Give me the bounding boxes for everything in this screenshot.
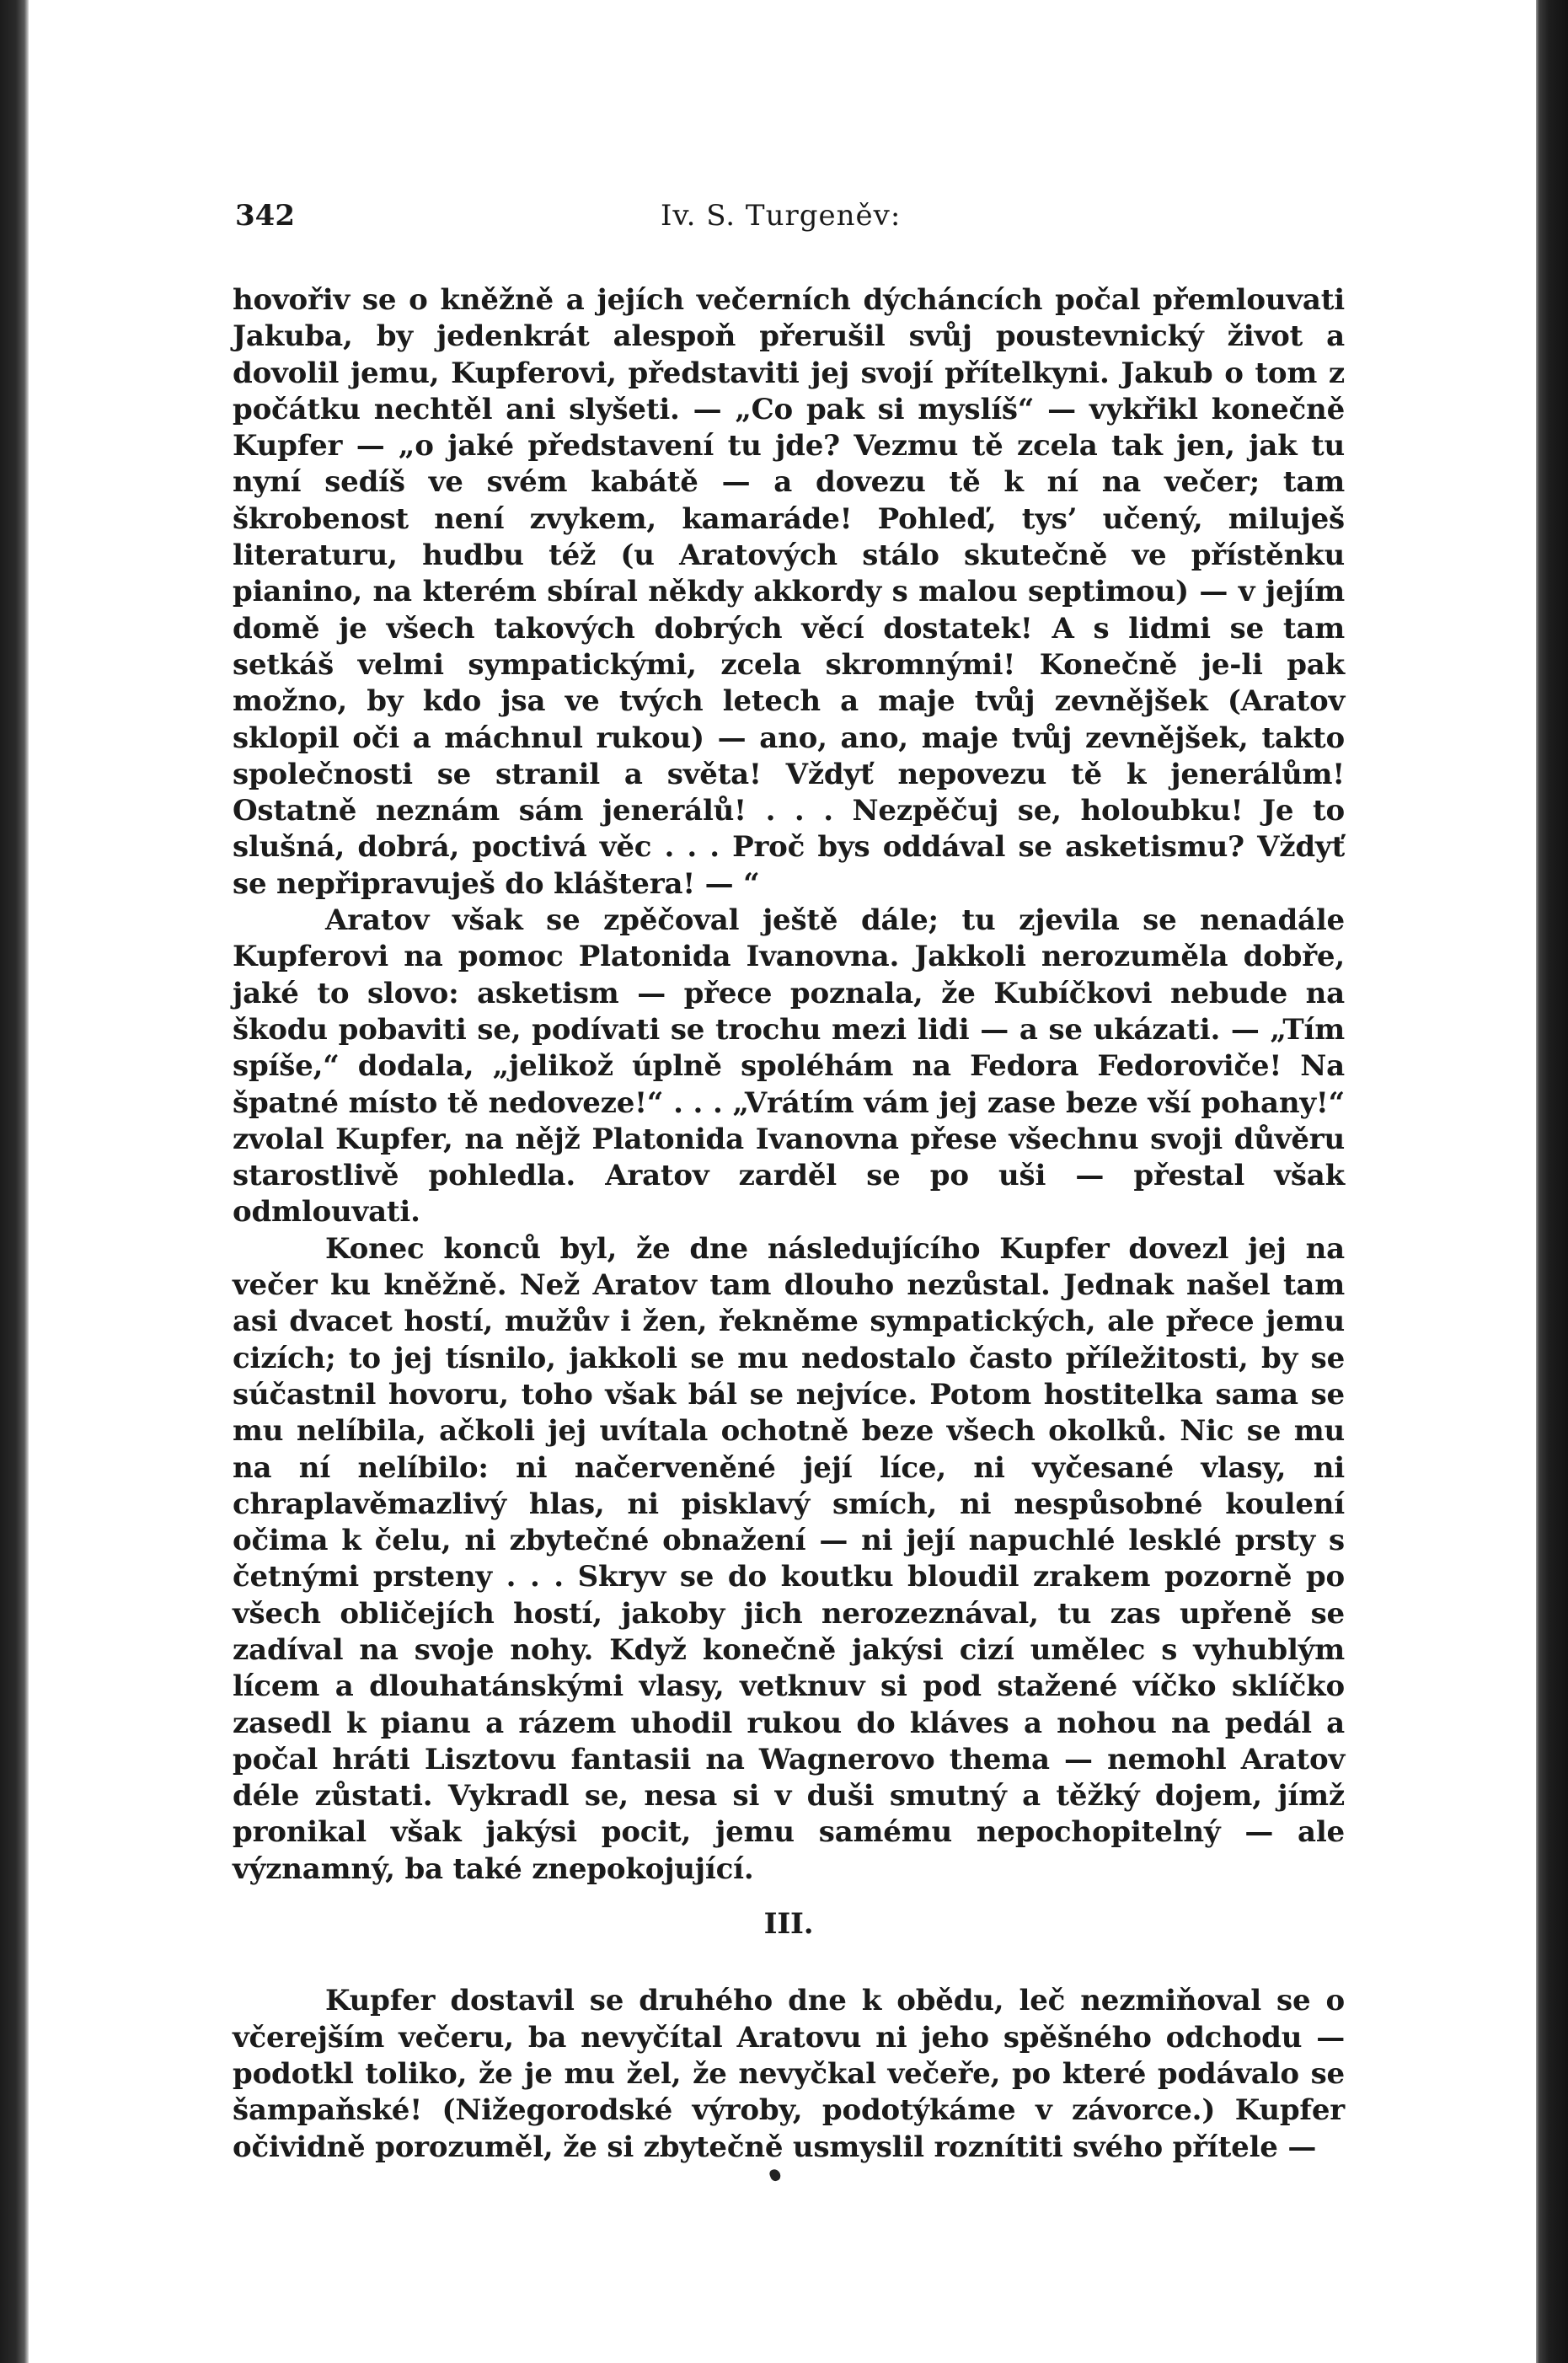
book-page [29,0,1536,2363]
paragraph-2: Aratov však se zpěčoval ještě dále; tu zjevila se nenadále Kupferovi na pomoc Platonida Ivanovna. Jakkoli nerozuměla dobře, jaké to slovo: asketism — přece poznala, že Kubíčkovi nebude na škodu pobaviti se, podívati se trochu mezi lidi — a se ukázati. — „Tím spíše,“ dodala, „jelikož úplně spoléhám na Fedora Fedoroviče! Na špatné místo tě nedoveze!“ . . . „Vrátím vám jej zase beze vší pohany!“ zvolal Kupfer, na nějž Platonida Ivanovna přese všechnu svoji důvěru starostlivě pohledla. Aratov zarděl se po uši — přestal však odmlouvati. [233,903,1345,1230]
running-title: Iv. S. Turgeněv: [661,199,902,233]
paragraph-3: Konec konců byl, že dne následujícího Kupfer dovezl jej na večer ku kněžně. Než Aratov tam dlouho nezůstal. Jednak našel tam asi dvacet hostí, mužův i žen, řekněme sympatických, ale přece jemu cizích; to jej tísnilo, jakkoli se mu nedostalo často příležitosti, by se súčastnil hovoru, toho však bál se nejvíce. Potom hostitelka sama se mu nelíbila, ačkoli jej uvítala ochotně beze všech okolků. Nic se mu na ní nelíbilo: ni načerveněné její líce, ni vyčesané vlasy, ni chraplavěmazlivý hlas, ni pisklavý smích, ni nespůsobné koulení očima k čelu, ni zbytečné obnažení — ni její napuchlé lesklé prsty s četnými prsteny . . . Skryv se do koutku bloudil zrakem pozorně po všech obličejích hostí, jakoby jich nerozeznával, tu zas upřeně se zadíval na svoje nohy. Když konečně jakýsi cizí umělec s vyhublým lícem a dlouhatánskými vlasy, vetknuv si pod stažené víčko sklíčko zasedl k pianu a rázem uhodil rukou do kláves a nohou na pedál a počal hráti Lisztovu fantasii na Wagnerovo thema — nemohl Aratov déle zůstati. Vykradl se, nesa si v duši smutný a těžký dojem, jímž pronikal však jakýsi pocit, jemu samému nepochopitelný — ale významný, ba také znepokojující. [233,1231,1345,1886]
scan-edge-right [1536,0,1568,2363]
scan-edge-left [0,0,29,2363]
page-number: 342 [235,199,295,233]
paragraph-4: Kupfer dostavil se druhého dne k obědu, leč nezmiňoval se o včerejším večeru, ba nevyčítal Aratovu ni jeho spěšného odchodu — podotkl toliko, že je mu žel, že nevyčkal večeře, po které podávalo se šampaňské! (Nižegorodské výroby, podotýkáme v závorce.) Kupfer očividně porozuměl, že si zbytečně usmyslil roznítiti svého přítele — [233,1984,1345,2164]
body-text [233,282,1345,2166]
paragraph-1: hovořiv se o kněžně a jejích večerních dýcháncích počal přemlouvati Jakuba, by jedenkrát alespoň přerušil svůj poustevnický život a dovolil jemu, Kupferovi, představiti jej svojí přítelkyni. Jakub o tom z počátku nechtěl ani slyšeti. — „Co pak si myslíš“ — vykřikl konečně Kupfer — „o jaké představení tu jde? Vezmu tě zcela tak jen, jak tu nyní sedíš ve svém kabátě — a dovezu tě k ní na večer; tam škrobenost není zvykem, kamaráde! Pohleď, tys’ učený, miluješ literaturu, hudbu též (u Aratových stálo skutečně ve přístěnku pianino, na kterém sbíral někdy akkordy s malou septimou) — v jejím domě je všech takových dobrých věcí dostatek! A s lidmi se tam setkáš velmi sympatickými, zcela skromnými! Konečně je-li pak možno, by kdo jsa ve tvých letech a maje tvůj zevnějšek (Aratov sklopil oči a máchnul rukou) — ano, ano, maje tvůj zevnějšek, takto společnosti se stranil a světa! Vždyť nepovezu tě k jenerálům! Ostatně neznám sám jenerálů! . . . Nezpěčuj se, holoubku! Je to slušná, dobrá, poctivá věc . . . Proč bys oddával se asketismu? Vždyť se nepřipravuješ do kláštera! — “ [233,283,1345,901]
section-heading: III. [763,1907,814,1942]
page-header [235,199,1339,236]
